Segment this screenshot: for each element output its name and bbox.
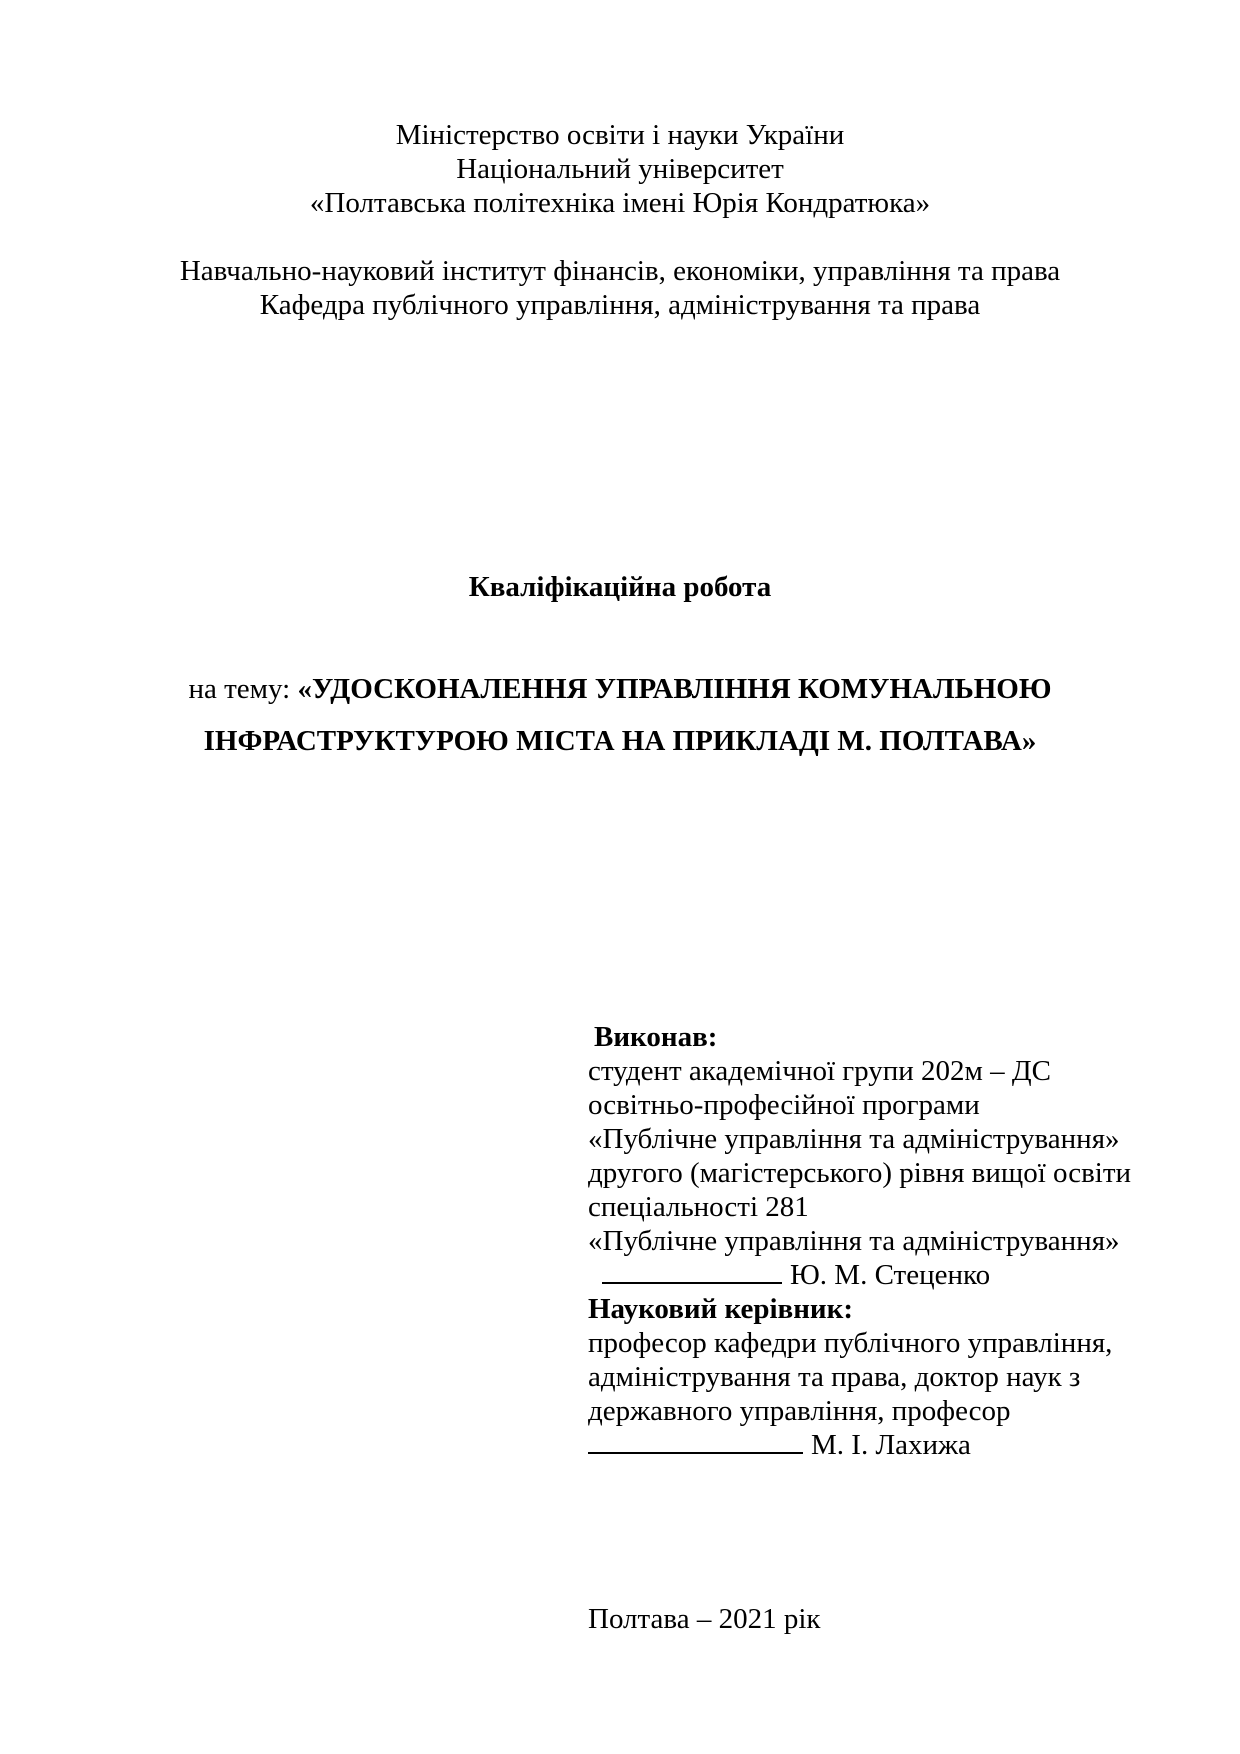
supervisor-signature-row [588, 1428, 1131, 1462]
university-full-name: «Полтавська політехніка імені Юрія Кондратюка» [309, 187, 931, 219]
performer-line: другого (магістерського) рівня вищої освіти [588, 1157, 1132, 1189]
performer-signature-row [588, 1258, 1131, 1292]
topic-title-part-2: ІНФРАСТРУКТУРОЮ МІСТА НА ПРИКЛАДІ М. ПОЛТАВА» [203, 725, 1037, 757]
topic-title-part-1: «УДОСКОНАЛЕННЯ УПРАВЛІННЯ КОМУНАЛЬНОЮ [297, 673, 1052, 705]
ministry-title: Міністерство освіти і науки України [395, 119, 845, 151]
supervisor-signature-name: М. І. Лахижа [811, 1429, 971, 1461]
performer-block [588, 1020, 1131, 1462]
supervisor-line: професор кафедри публічного управління, [588, 1327, 1113, 1359]
performer-signature-name: Ю. М. Стеценко [790, 1259, 991, 1291]
work-type-title: Кваліфікаційна робота [468, 571, 772, 603]
performer-line: «Публічне управління та адміністрування» [588, 1225, 1120, 1257]
performer-line: спеціальності 281 [588, 1191, 809, 1223]
performer-line: студент академічної групи 202м – ДС [588, 1055, 1052, 1087]
topic-line-1 [0, 672, 1240, 706]
institute-name: Навчально-науковий інститут фінансів, економіки, управління та права [179, 255, 1061, 287]
performer-line: «Публічне управління та адміністрування» [588, 1123, 1120, 1155]
performer-label: Виконав: [594, 1021, 718, 1053]
topic-prefix: на тему: [188, 673, 298, 705]
performer-line: освітньо-професійної програми [588, 1089, 980, 1121]
supervisor-line: адміністрування та права, доктор наук з [588, 1361, 1081, 1393]
supervisor-label: Науковий керівник: [588, 1293, 854, 1325]
supervisor-line: державного управління, професор [588, 1395, 1011, 1427]
city-year: Полтава – 2021 рік [588, 1603, 821, 1635]
university-name: Національний університет [456, 153, 784, 185]
performer-signature-line [602, 1258, 782, 1284]
department-name: Кафедра публічного управління, адміністрування та права [259, 289, 981, 321]
supervisor-signature-line [588, 1428, 803, 1454]
